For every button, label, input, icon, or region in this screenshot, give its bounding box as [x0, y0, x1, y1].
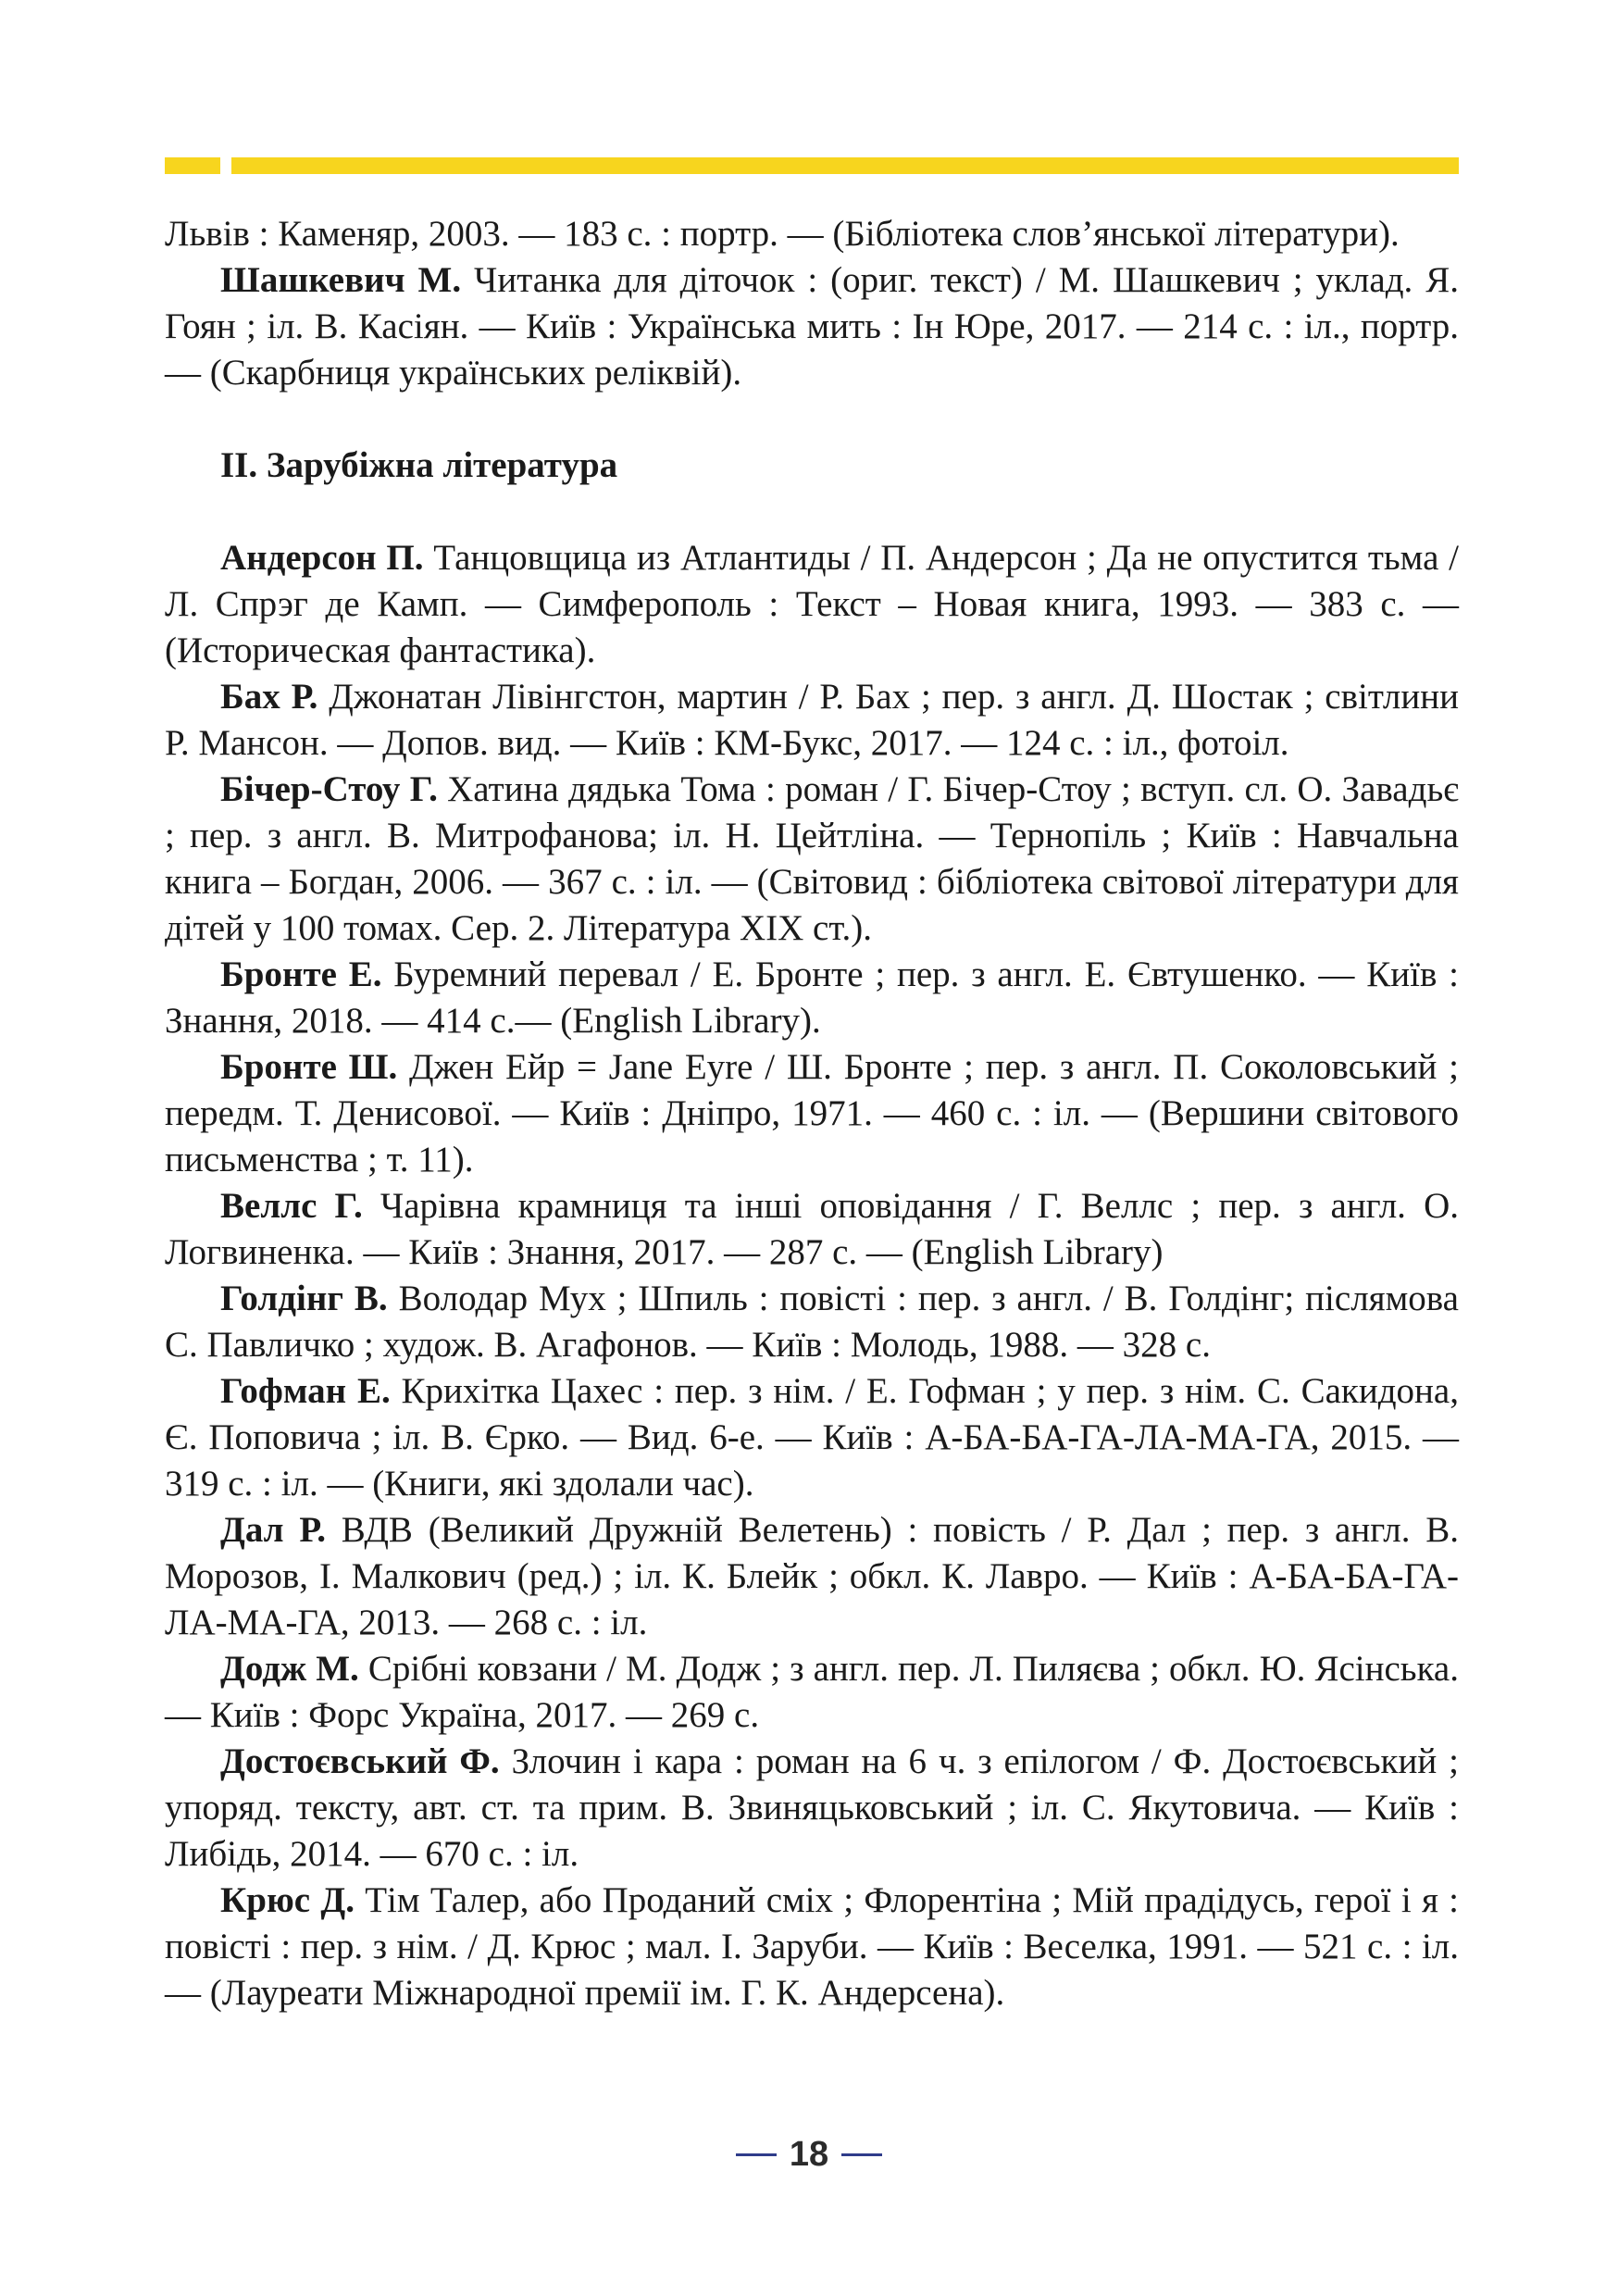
bib-entry	[165, 257, 1459, 396]
bib-entry	[165, 674, 1459, 767]
bib-entry	[165, 1646, 1459, 1739]
bib-author: Бронте Е.	[220, 955, 382, 994]
bib-author: Бах Р.	[220, 677, 318, 717]
bib-text: Читанка для діточок : (ориг. текст) / М. Шашкевич ; уклад. Я. Гоян ; іл. В. Касіян. — Київ : Українська мить : Ін Юре, 2017. — 214 с. : іл., портр. — (Скарбниця українських реліквій).	[165, 260, 1459, 393]
header-accent-bar-long	[231, 157, 1459, 174]
bibliography-content	[165, 211, 1459, 2016]
bib-text: Джен Ейр = Jane Eyre / Ш. Бронте ; пер. з англ. П. Соколовський ; передм. Т. Денисової. — Київ : Дніпро, 1971. — 460 с. : іл. — (Вершини світового письменства ; т. 11).	[165, 1047, 1459, 1179]
bib-author: Додж М.	[220, 1649, 359, 1689]
page-number: 18	[789, 2134, 829, 2174]
bib-text: Злочин і кара : роман на 6 ч. з епілогом / Ф. Достоєвський ; упоряд. тексту, авт. ст. та прим. В. Звиняцьковський ; іл. С. Якутовича. — Київ : Либідь, 2014. — 670 с. : іл.	[165, 1741, 1459, 1874]
bib-author: Шашкевич М.	[220, 260, 462, 300]
bib-entry	[165, 1183, 1459, 1276]
bib-text: Срібні ковзани / М. Додж ; з англ. пер. Л. Пиляєва ; обкл. Ю. Ясінська. — Київ : Форс Україна, 2017. — 269 с.	[165, 1649, 1459, 1735]
bib-entry	[165, 1044, 1459, 1183]
bib-author: Бічер-Стоу Г.	[220, 769, 438, 809]
section-title: ІІ. Зарубіжна література	[220, 445, 618, 485]
bib-entry	[165, 952, 1459, 1044]
bib-author: Достоєвський Ф.	[220, 1741, 500, 1781]
bib-text: ВДВ (Великий Дружній Велетень) : повість / Р. Дал ; пер. з англ. В. Морозов, І. Малкович (ред.) ; іл. К. Блейк ; обкл. К. Лавро. — Київ : А-БА-БА-ГА-ЛА-МА-ГА, 2013. — 268 с. : іл.	[165, 1510, 1459, 1642]
bib-author: Гофман Е.	[220, 1371, 391, 1411]
bib-entry	[165, 1878, 1459, 2016]
footer-dash-right	[841, 2153, 882, 2156]
bib-author: Бронте Ш.	[220, 1047, 398, 1087]
bib-author: Веллс Г.	[220, 1186, 363, 1226]
bib-text: Буремний перевал / Е. Бронте ; пер. з англ. Е. Євтушенко. — Київ : Знання, 2018. — 414 с.— (English Library).	[165, 955, 1459, 1041]
bib-entry	[165, 1739, 1459, 1878]
bib-entry	[165, 535, 1459, 674]
footer-dash-left	[736, 2153, 777, 2156]
bib-entry	[165, 767, 1459, 952]
bib-entry	[165, 1276, 1459, 1368]
header-accent-bar-short	[165, 157, 220, 174]
bib-text: Танцовщица из Атлантиды / П. Андерсон ; Да не опустится тьма / Л. Спрэг де Камп. — Симферополь : Текст – Новая книга, 1993. — 383 с. — (Историческая фантастика).	[165, 538, 1459, 670]
bib-text: Володар Мух ; Шпиль : повісті : пер. з англ. / В. Голдінг; післямова С. Павличко ; худож. В. Агафонов. — Київ : Молодь, 1988. — 328 с.	[165, 1279, 1459, 1365]
bib-text: Джонатан Лівінгстон, мартин / Р. Бах ; пер. з англ. Д. Шостак ; світлини Р. Мансон. — Допов. вид. — Київ : КМ-Букс, 2017. — 124 с. : іл., фотоіл.	[165, 677, 1460, 763]
bib-author: Андерсон П.	[220, 538, 424, 578]
continuation-text: Львів : Каменяр, 2003. — 183 с. : портр. — (Бібліотека слов’янської літератури).	[165, 214, 1400, 254]
bib-entry	[165, 1507, 1459, 1646]
bib-text: Тім Талер, або Проданий сміх ; Флорентіна ; Мій прадідусь, герої і я : повісті : пер. з нім. / Д. Крюс ; мал. І. Заруби. — Київ : Веселка, 1991. — 521 с. : іл. — (Лауреати Міжнародної премії ім. Г. К. Андерсена).	[165, 1880, 1459, 2013]
bib-entry	[165, 1368, 1459, 1507]
bib-author: Крюс Д.	[220, 1880, 355, 1920]
page-footer	[0, 2131, 1618, 2177]
bib-author: Дал Р.	[220, 1510, 327, 1550]
bib-author: Голдінг В.	[220, 1279, 388, 1318]
bib-text: Хатина дядька Тома : роман / Г. Бічер-Стоу ; вступ. сл. О. Завадьє ; пер. з англ. В. Митрофанова; іл. Н. Цейтліна. — Тернопіль ; Київ : Навчальна книга – Богдан, 2006. — 367 с. : іл. — (Світовид : бібліотека світової літератури для дітей у 100 томах. Сер. 2. Література ХІХ ст.).	[165, 769, 1459, 948]
bib-text: Чарівна крамниця та інші оповідання / Г. Веллс ; пер. з англ. О. Логвиненка. — Київ : Знання, 2017. — 287 с. — (English Library)	[165, 1186, 1459, 1272]
bib-text: Крихітка Цахес : пер. з нім. / Е. Гофман ; у пер. з нім. С. Сакидона, Є. Поповича ; іл. В. Єрко. — Вид. 6-е. — Київ : А-БА-БА-ГА-ЛА-МА-ГА, 2015. — 319 с. : іл. — (Книги, які здолали час).	[165, 1371, 1459, 1504]
